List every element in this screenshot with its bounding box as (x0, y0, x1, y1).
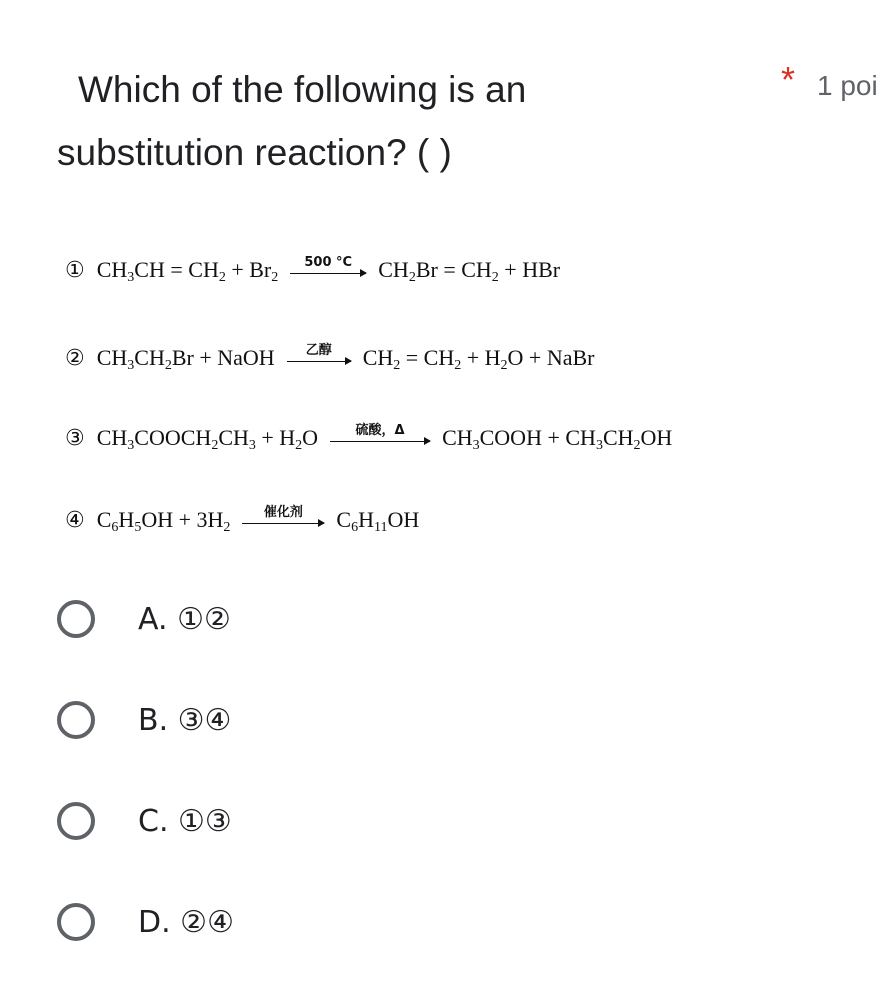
option-b[interactable] (57, 697, 231, 743)
reaction-arrow (330, 423, 430, 442)
option-d-label[interactable]: D. ②④ (138, 904, 234, 940)
option-c[interactable] (57, 798, 232, 844)
reaction-products: $CH_3COOH + CH_3CH_2OH$ (442, 425, 673, 453)
reaction-arrow (242, 505, 324, 524)
reaction-products: $CH_2 = CH_2 + H_2O$ + NaBr (362, 345, 595, 373)
question-title-line1: Which of the following is an (78, 69, 527, 110)
question-title-line2: substitution reaction? ( ) (57, 132, 452, 173)
reaction-1 (65, 240, 560, 300)
reaction-condition: 催化剂 (263, 504, 303, 520)
reaction-number: ④ (65, 507, 85, 533)
reaction-arrow (290, 255, 366, 274)
reaction-condition: 500 °C (304, 254, 353, 270)
arrow-line (330, 441, 430, 442)
reaction-products: $C_6H_{11}OH$ (336, 507, 420, 535)
reaction-reactants: $C_6H_5OH + 3H_2$ (96, 507, 231, 535)
option-b-label[interactable]: B. ③④ (138, 702, 232, 738)
reaction-number: ① (65, 257, 85, 283)
option-a-label[interactable]: A. ①② (138, 601, 231, 637)
reaction-condition: 硫酸，Δ (355, 422, 405, 438)
option-d[interactable] (57, 899, 234, 945)
radio-button-d[interactable] (57, 903, 95, 941)
reaction-condition: 乙醇 (305, 342, 332, 358)
radio-button-a[interactable] (57, 600, 95, 638)
arrow-line (242, 523, 324, 524)
radio-button-b[interactable] (57, 701, 95, 739)
reaction-number: ② (65, 345, 85, 371)
reaction-reactants: $CH_3COOCH_2CH_3 + H_2O$ (96, 425, 319, 453)
reaction-arrow (287, 343, 351, 362)
option-c-label[interactable]: C. ①③ (138, 803, 232, 839)
reaction-2 (65, 328, 594, 388)
reaction-3 (65, 408, 672, 468)
required-asterisk: * (781, 59, 796, 100)
reaction-products: $CH_2Br = CH_2$ + HBr (378, 257, 561, 285)
question-title (57, 58, 757, 184)
reaction-number: ③ (65, 425, 85, 451)
arrow-line (287, 361, 351, 362)
reaction-4 (65, 490, 419, 550)
arrow-line (290, 273, 366, 274)
points-label: 1 poi (817, 70, 878, 101)
radio-button-c[interactable] (57, 802, 95, 840)
reaction-reactants: $CH_3CH = CH_2 + Br_2$ (96, 257, 279, 285)
option-a[interactable] (57, 596, 231, 642)
reaction-reactants: $CH_3CH_2Br$ + NaOH (96, 345, 275, 373)
